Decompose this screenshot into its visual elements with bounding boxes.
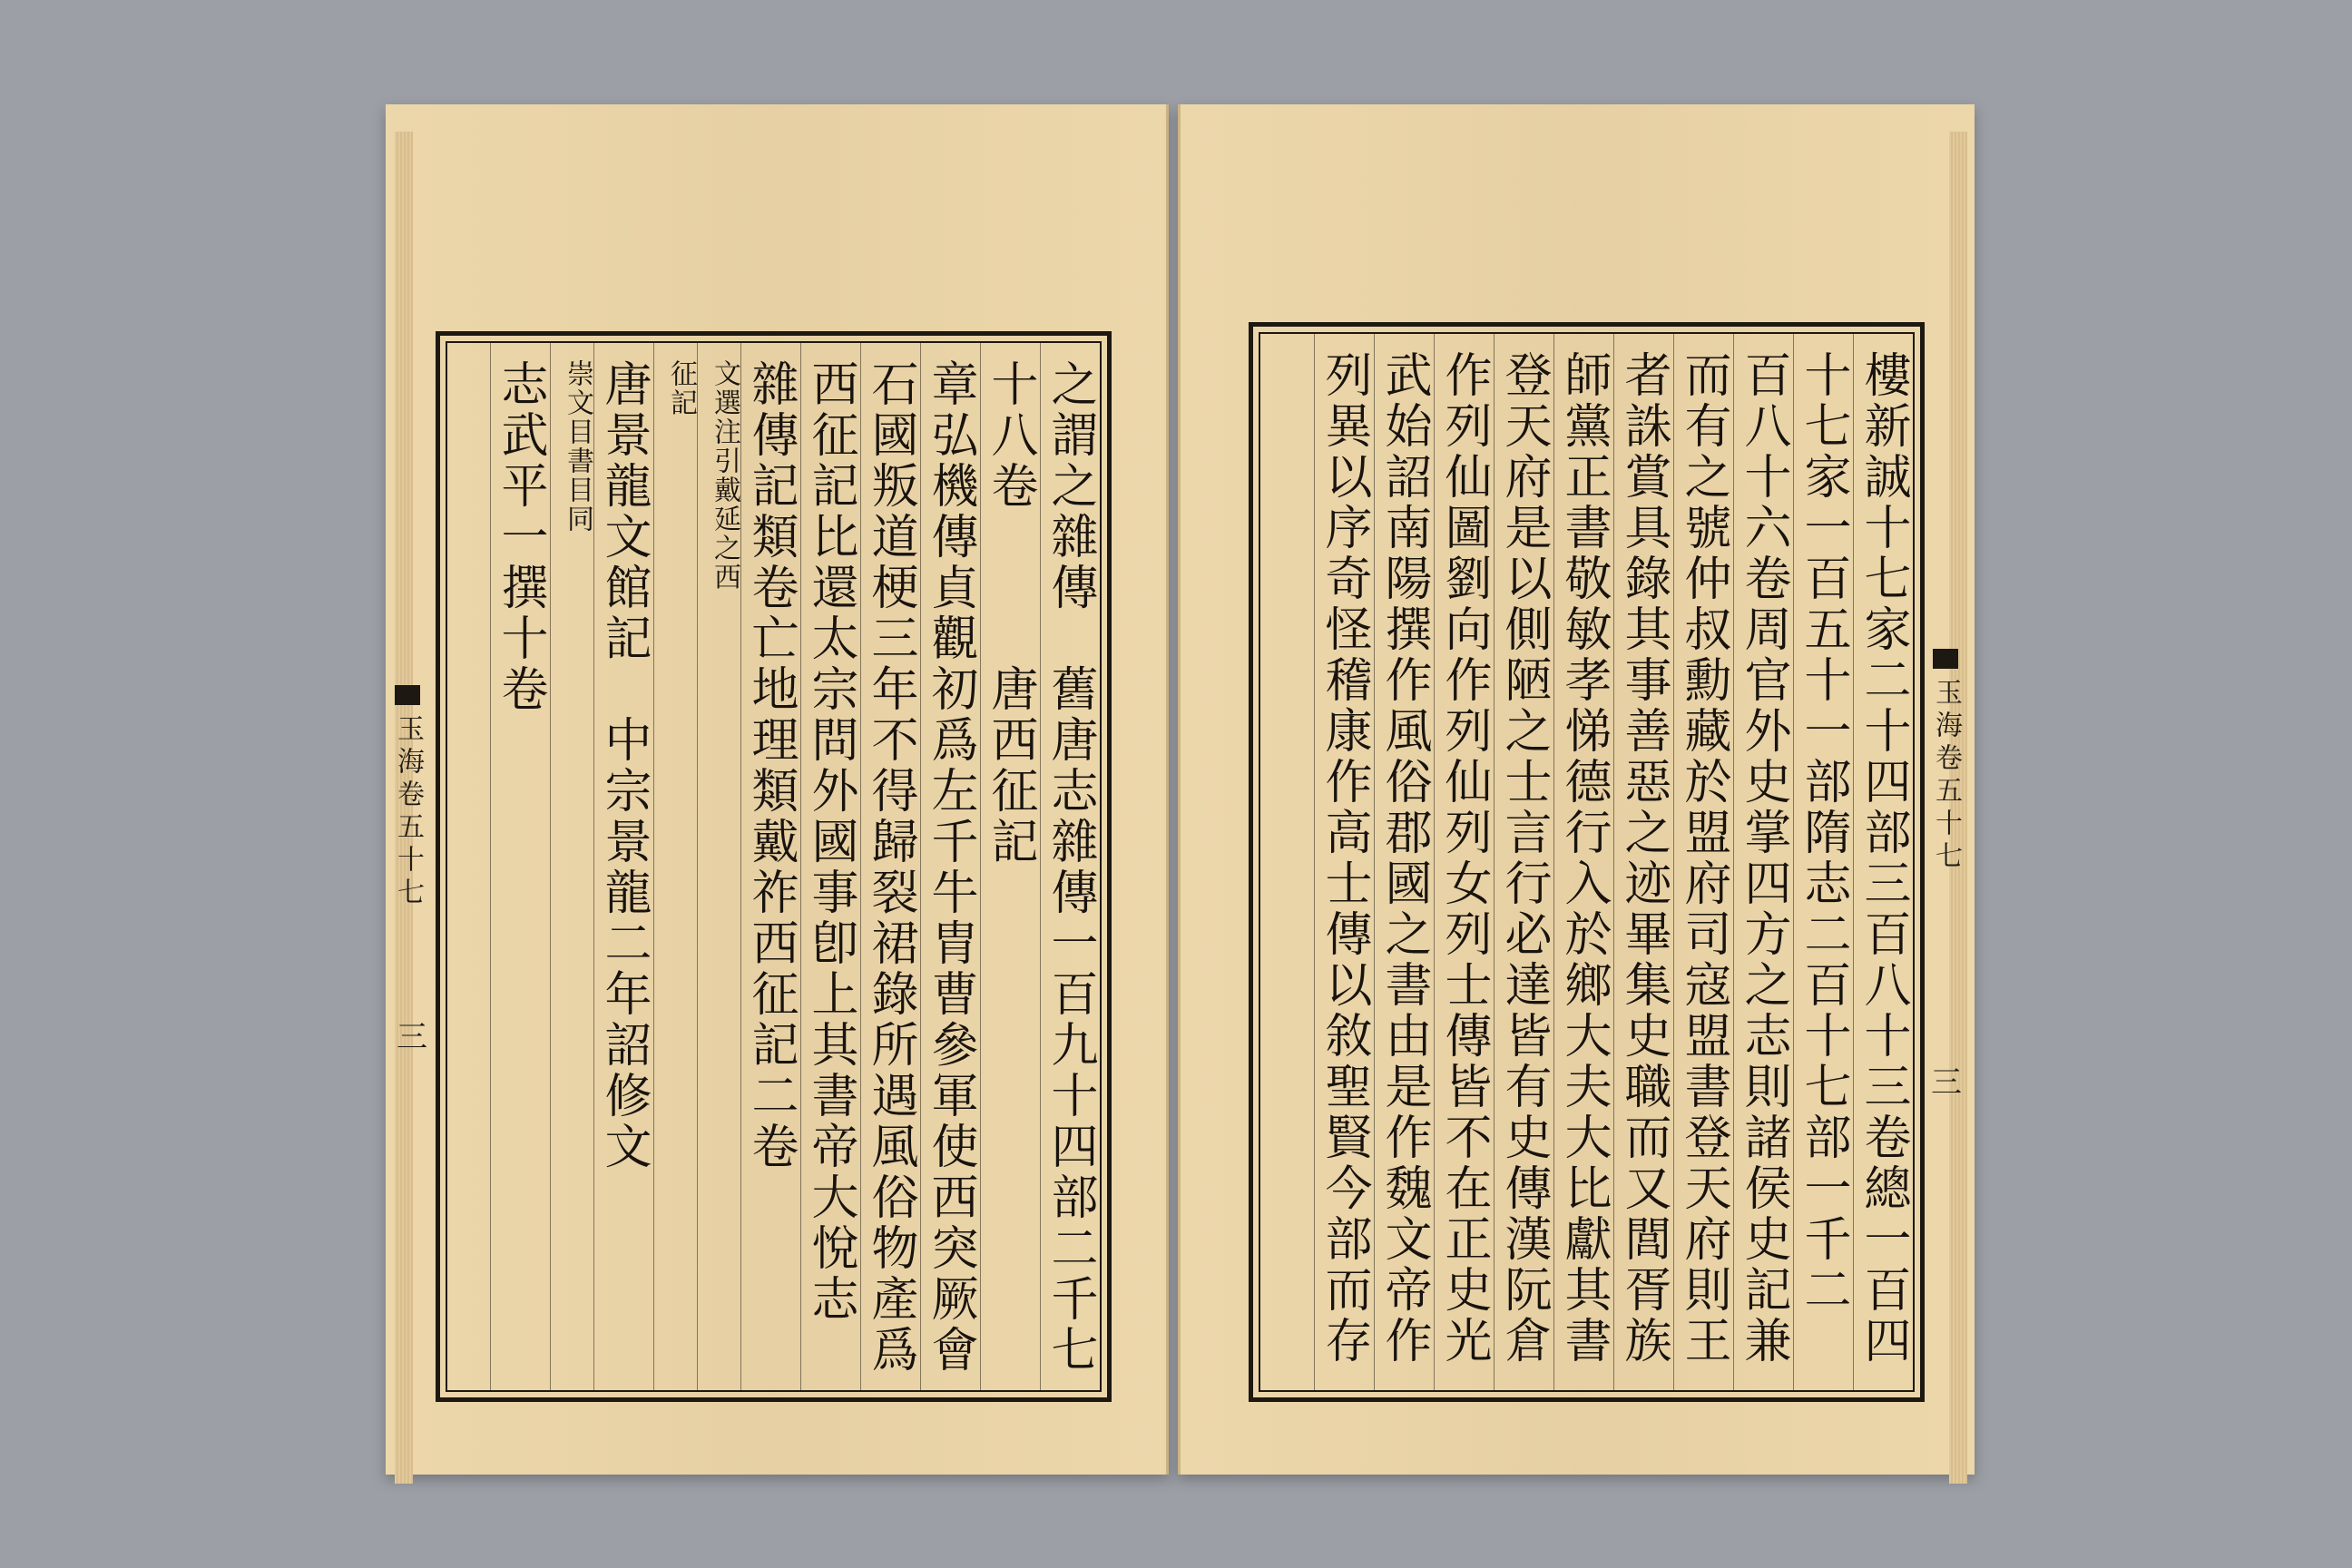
left-col-9: 志武平一撰十卷 [490, 343, 550, 1390]
right-col-4: 而有之號仲叔勳藏於盟府司寇盟書登天府則王 [1673, 334, 1733, 1390]
right-page [1178, 104, 1975, 1475]
open-book [363, 86, 1996, 1502]
left-col-1: 之謂之雜傳 舊唐志雜傳一百九十四部二千七 [1040, 343, 1100, 1390]
right-text-frame [1249, 322, 1925, 1402]
right-col-5: 者誅賞具錄其事善惡之迹畢集史職而又閭胥族 [1613, 334, 1673, 1390]
right-col-9: 武始詔南陽撰作風俗郡國之書由是作魏文帝作 [1374, 334, 1434, 1390]
right-columns [1259, 332, 1915, 1392]
left-col-note-2: 崇文目書目同 [550, 343, 593, 1390]
fishtail-mark-icon [1933, 649, 1958, 669]
left-col-7: 征記 [653, 343, 697, 1390]
left-col-5: 西征記比還太宗問外國事卽上其書帝大悅志 [800, 343, 860, 1390]
right-col-10: 列異以序奇怪稽康作高士傳以敘聖賢今部而存 [1314, 334, 1374, 1390]
left-col-2: 十八卷 唐西征記 [980, 343, 1040, 1390]
right-page-number: 三 [1931, 1064, 1962, 1101]
left-page [386, 104, 1169, 1475]
left-columns [446, 341, 1102, 1392]
left-col-4: 石國叛道梗三年不得歸裂裙錄所遇風俗物產爲 [860, 343, 920, 1390]
right-col-1: 樓新誠十七家二十四部三百八十三卷總一百四 [1853, 334, 1913, 1390]
left-page-number: 三 [397, 1019, 427, 1055]
right-col-8: 作列仙圖劉向作列仙列女列士傳皆不在正史光 [1434, 334, 1494, 1390]
left-col-6: 雜傳記類卷亡地理類戴祚西征記二卷 [740, 343, 800, 1390]
right-col-2: 十七家一百五十一部隋志二百十七部一千二 [1793, 334, 1853, 1390]
right-col-6: 師黨正書敬敏孝悌德行入於鄉大夫大比獻其書 [1553, 334, 1613, 1390]
left-text-frame [436, 331, 1112, 1402]
left-col-note: 文選注引戴延之西 [697, 343, 740, 1390]
right-col-3: 百八十六卷周官外史掌四方之志則諸侯史記兼 [1733, 334, 1793, 1390]
left-margin-title: 玉海卷五十七 [395, 685, 427, 910]
left-col-8: 唐景龍文館記 中宗景龍二年詔修文 [593, 343, 653, 1390]
left-col-3: 章弘機傳貞觀初爲左千牛胄曹參軍使西突厥會 [920, 343, 980, 1390]
right-col-7: 登天府是以側陋之士言行必達皆有史傳漢阮倉 [1494, 334, 1553, 1390]
fishtail-mark-icon [395, 685, 420, 705]
right-margin-title: 玉海卷五十七 [1933, 649, 1965, 874]
